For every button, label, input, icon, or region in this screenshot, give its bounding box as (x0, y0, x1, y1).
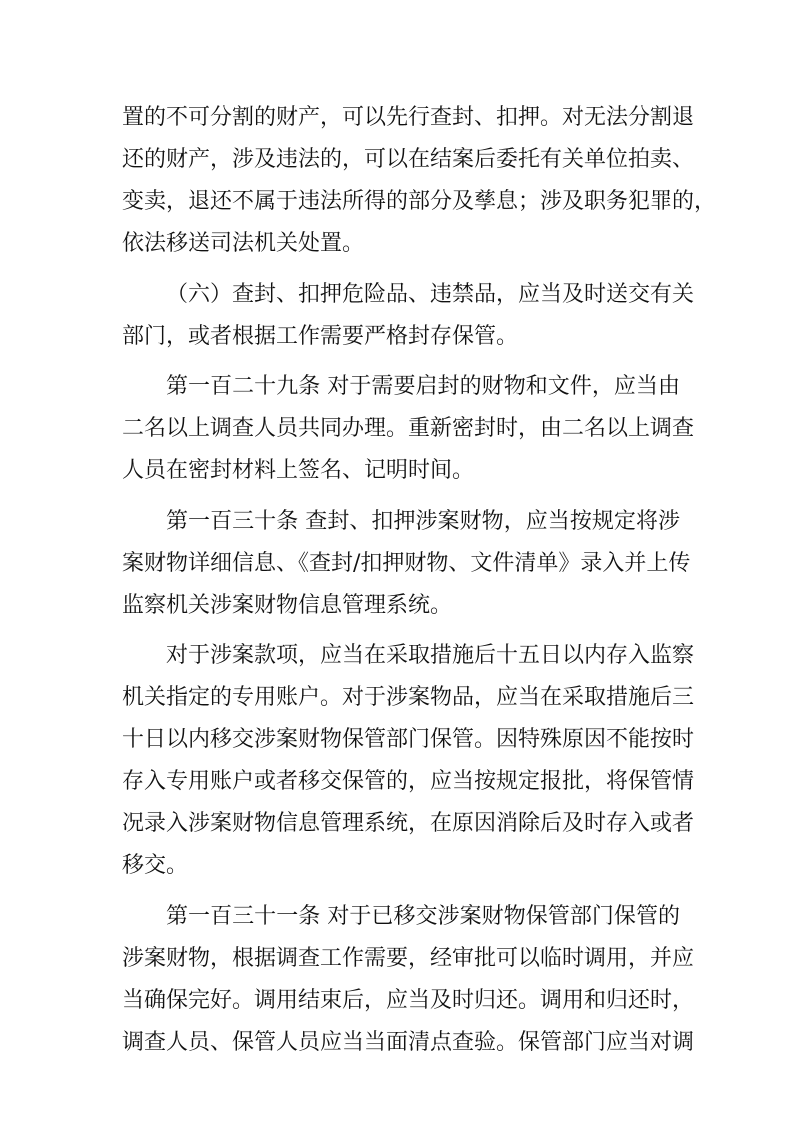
text-line: 第一百三十条 查封、扣押涉案财物，应当按规定将涉 (166, 508, 680, 534)
paragraph-item-six (122, 274, 695, 358)
text-line: 涉案财物，根据调查工作需要，经审批可以临时调用，并应 (122, 945, 695, 971)
text-line: 存入专用账户或者移交保管的，应当按规定报批，将保管情 (122, 769, 695, 794)
text-line: 二名以上调查人员共同办理。重新密封时，由二名以上调查 (122, 416, 695, 441)
paragraph-article-129 (122, 366, 695, 492)
text-line: 变卖，退还不属于违法所得的部分及孳息；涉及职务犯罪的， (122, 189, 717, 214)
paragraph-article-131 (122, 896, 695, 1064)
text-line: 移交。 (122, 853, 189, 878)
text-line: 对于涉案款项，应当在采取措施后十五日以内存入监察 (166, 643, 695, 668)
text-line: 况录入涉案财物信息管理系统，在原因消除后及时存入或者 (122, 811, 695, 836)
text-line: 还的财产，涉及违法的，可以在结案后委托有关单位拍卖、 (122, 147, 695, 172)
paragraph-continuation (122, 97, 717, 265)
text-line: 人员在密封材料上签名、记明时间。 (122, 458, 475, 483)
paragraph-case-funds (122, 635, 695, 887)
text-line: 置的不可分割的财产，可以先行查封、扣押。对无法分割退 (122, 105, 695, 130)
text-line: 十日以内移交涉案财物保管部门保管。因特殊原因不能按时 (122, 727, 695, 752)
text-line: 当确保完好。调用结束后，应当及时归还。调用和归还时， (122, 987, 695, 1013)
text-line: 依法移送司法机关处置。 (122, 231, 365, 256)
text-line: 监察机关涉案财物信息管理系统。 (122, 592, 453, 618)
text-line: 调查人员、保管人员应当当面清点查验。保管部门应当对调 (122, 1029, 695, 1055)
text-line: 部门，或者根据工作需要严格封存保管。 (122, 323, 519, 349)
text-line: （六）查封、扣押危险品、违禁品，应当及时送交有关 (166, 281, 695, 307)
text-line: 案财物详细信息、《查封/扣押财物、文件清单》录入并上传 (122, 550, 691, 576)
document-body (122, 97, 717, 1064)
text-line: 第一百二十九条 对于需要启封的财物和文件，应当由 (166, 374, 680, 399)
text-line: 机关指定的专用账户。对于涉案物品，应当在采取措施后三 (122, 685, 695, 710)
paragraph-article-130 (122, 501, 691, 627)
text-line: 第一百三十一条 对于已移交涉案财物保管部门保管的 (166, 903, 680, 929)
